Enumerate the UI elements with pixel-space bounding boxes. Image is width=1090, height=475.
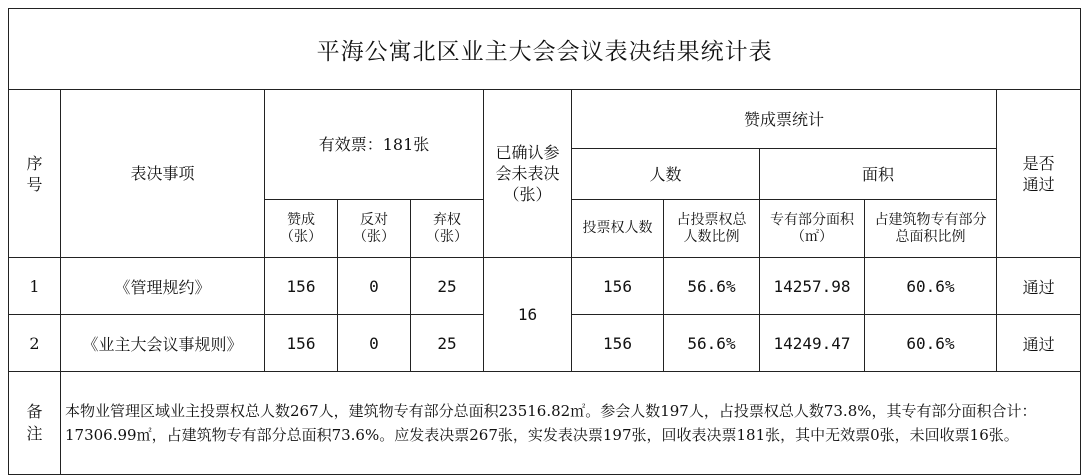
header-abstain-text: 弃权（张） (426, 211, 468, 245)
header-valid-votes: 有效票：181张 (265, 90, 484, 200)
header-matter: 表决事项 (61, 90, 265, 258)
header-private-area (760, 200, 865, 258)
row-area-ratio: 60.6% (865, 315, 997, 372)
row-abstain: 25 (411, 258, 484, 315)
table-title: 平海公寓北区业主大会会议表决结果统计表 (9, 9, 1081, 90)
unconfirmed-value: 16 (484, 258, 572, 372)
row-voter-ratio: 56.6% (664, 315, 760, 372)
table-row (9, 258, 1081, 315)
header-private-area-text: 专有部分面积（㎡） (770, 211, 854, 245)
header-pass (997, 90, 1081, 258)
row-seq: 1 (9, 258, 61, 315)
header-voter-ratio (664, 200, 760, 258)
header-approve-stats: 赞成票统计 (572, 90, 997, 149)
row-approve: 156 (265, 315, 338, 372)
row-oppose: 0 (338, 315, 411, 372)
row-seq: 2 (9, 315, 61, 372)
header-unconfirmed-text: 已确认参会未表决（张） (495, 143, 560, 204)
row-area-ratio: 60.6% (865, 258, 997, 315)
row-voters: 156 (572, 258, 664, 315)
header-voter-ratio-text: 占投票权总人数比例 (676, 211, 747, 245)
header-area-ratio (865, 200, 997, 258)
header-seq-text: 序号 (26, 153, 43, 194)
header-voters: 投票权人数 (572, 200, 664, 258)
note-label-text: 备注 (26, 402, 43, 443)
row-pass: 通过 (997, 315, 1081, 372)
header-area-ratio-text: 占建筑物专有部分总面积比例 (874, 211, 987, 245)
header-oppose-text: 反对（张） (353, 211, 395, 245)
header-abstain (411, 200, 484, 258)
header-oppose (338, 200, 411, 258)
row-abstain: 25 (411, 315, 484, 372)
result-table (8, 8, 1081, 475)
header-unconfirmed (484, 90, 572, 258)
note-text: 本物业管理区域业主投票权总人数267人，建筑物专有部分总面积23516.82㎡。参会人数197人，占投票权总人数73.8%，其专有部分面积合计：17306.99㎡，占建筑物专有部分总面积73.6%。应发表决票267张，实发表决票197张，回收表决票181张，其中无效票0张，未回收票16张。 (61, 372, 1081, 475)
row-pass: 通过 (997, 258, 1081, 315)
row-oppose: 0 (338, 258, 411, 315)
row-approve: 156 (265, 258, 338, 315)
header-seq (9, 90, 61, 258)
row-private-area: 14249.47 (760, 315, 865, 372)
row-matter: 《管理规约》 (61, 258, 265, 315)
header-pass-text: 是否通过 (1022, 153, 1055, 194)
header-people: 人数 (572, 149, 760, 200)
header-approve (265, 200, 338, 258)
row-voters: 156 (572, 315, 664, 372)
row-private-area: 14257.98 (760, 258, 865, 315)
header-approve-text: 赞成（张） (280, 211, 322, 245)
header-area: 面积 (760, 149, 997, 200)
note-label (9, 372, 61, 475)
row-voter-ratio: 56.6% (664, 258, 760, 315)
row-matter: 《业主大会议事规则》 (61, 315, 265, 372)
